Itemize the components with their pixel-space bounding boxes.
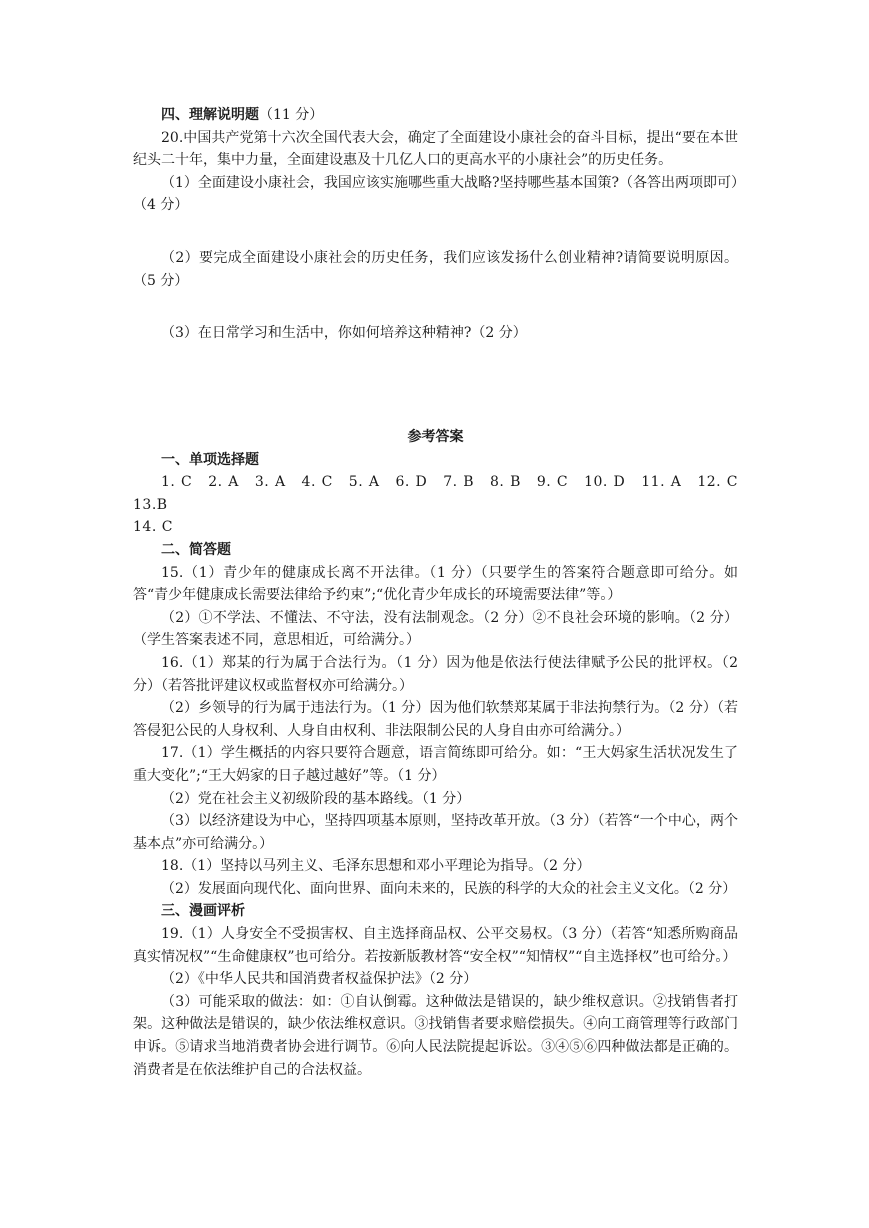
question-20-part-3: （3）在日常学习和生活中，你如何培养这种精神?（2 分） xyxy=(161,325,527,342)
part-two-heading: 二、简答题 xyxy=(161,541,231,558)
answer-16-1: 16.（1）郑某的行为属于合法行为。（1 分）因为他是依法行使法律赋予公民的批评权。（2 分）（若答批评建议权或监督权亦可给满分。） xyxy=(133,654,738,694)
answer-18-2: （2）发展面向现代化、面向世界、面向未来的，民族的科学的大众的社会主义文化。（2 分） xyxy=(161,880,737,897)
answer-19-2: （2）《中华人民共和国消费者权益保护法》（2 分） xyxy=(161,971,478,988)
choice-answers-line-1: 1. C 2. A 3. A 4. C 5. A 6. D 7. B 8. B 9. C 10. D 11. A 12. C 13.B xyxy=(133,474,738,513)
answer-19-1: 19.（1）人身安全不受损害权、自主选择商品权、公平交易权。（3 分）（若答“知悉所购商品真实情况权”“生命健康权”也可给分。若按新版教材答“安全权”“知情权”“自主选择权”也可给分。） xyxy=(133,926,738,965)
section-four xyxy=(133,104,738,345)
section-four-heading xyxy=(133,104,738,127)
answer-15-2: （2）①不学法、不懂法、不守法，没有法制观念。（2 分）②不良社会环境的影响。（2 分）（学生答案表述不同，意思相近，可给满分。） xyxy=(133,609,738,649)
answer-18-1: 18.（1）坚持以马列主义、毛泽东思想和邓小平理论为指导。（2 分） xyxy=(161,858,591,875)
question-20: 20.中国共产党第十六次全国代表大会，确定了全面建设小康社会的奋斗目标，提出“要在本世纪头二十年，集中力量，全面建设惠及十几亿人口的更高水平的小康社会”的历史任务。 xyxy=(133,129,738,169)
choice-answers-line-2: 14. C xyxy=(133,519,173,536)
answers-section xyxy=(133,426,738,1081)
question-20-part-2: （2）要完成全面建设小康社会的历史任务，我们应该发扬什么创业精神?请简要说明原因。（5 分） xyxy=(133,249,738,289)
answer-16-2: （2）乡领导的行为属于违法行为。（1 分）因为他们软禁郑某属于非法拘禁行为。（2 分）（若答侵犯公民的人身权利、人身自由权利、非法限制公民的人身自由亦可给满分。） xyxy=(133,700,738,739)
section-heading: 四、理解说明题 xyxy=(161,107,259,123)
section-score: （11 分） xyxy=(259,107,324,123)
answer-17-2: （2）党在社会主义初级阶段的基本路线。（1 分） xyxy=(161,790,471,807)
answers-title: 参考答案 xyxy=(407,429,464,445)
answer-19-3: （3）可能采取的做法：如：①自认倒霉。这种做法是错误的，缺少维权意识。②找销售者打架。这种做法是错误的，缺少依法维权意识。③找销售者要求赔偿损失。④向工商管理等行政部门申诉。⑤请求当地消费者协会进行调节。⑥向人民法院提起诉讼。③④⑤⑥四种做法都是正确的。消费者是在依法维护自己的合法权益。 xyxy=(133,993,738,1078)
answer-15-1: 15.（1）青少年的健康成长离不开法律。（1 分）（只要学生的答案符合题意即可给分。如答“青少年健康成长需要法律给予约束”;“优化青少年成长的环境需要法律”等。） xyxy=(133,564,738,604)
answer-17-3: （3）以经济建设为中心，坚持四项基本原则，坚持改革开放。（3 分）（若答“一个中心，两个基本点”亦可给满分。） xyxy=(133,813,738,852)
part-three-heading: 三、漫画评析 xyxy=(161,903,245,920)
question-20-part-1: （1）全面建设小康社会，我国应该实施哪些重大战略?坚持哪些基本国策?（各答出两项即可）（4 分） xyxy=(133,174,738,214)
part-one-heading: 一、单项选择题 xyxy=(161,451,259,468)
answer-17-1: 17.（1）学生概括的内容只要符合题意，语言简练即可给分。如：“王大妈家生活状况发生了重大变化”;“王大妈家的日子越过越好”等。（1 分） xyxy=(133,745,738,784)
